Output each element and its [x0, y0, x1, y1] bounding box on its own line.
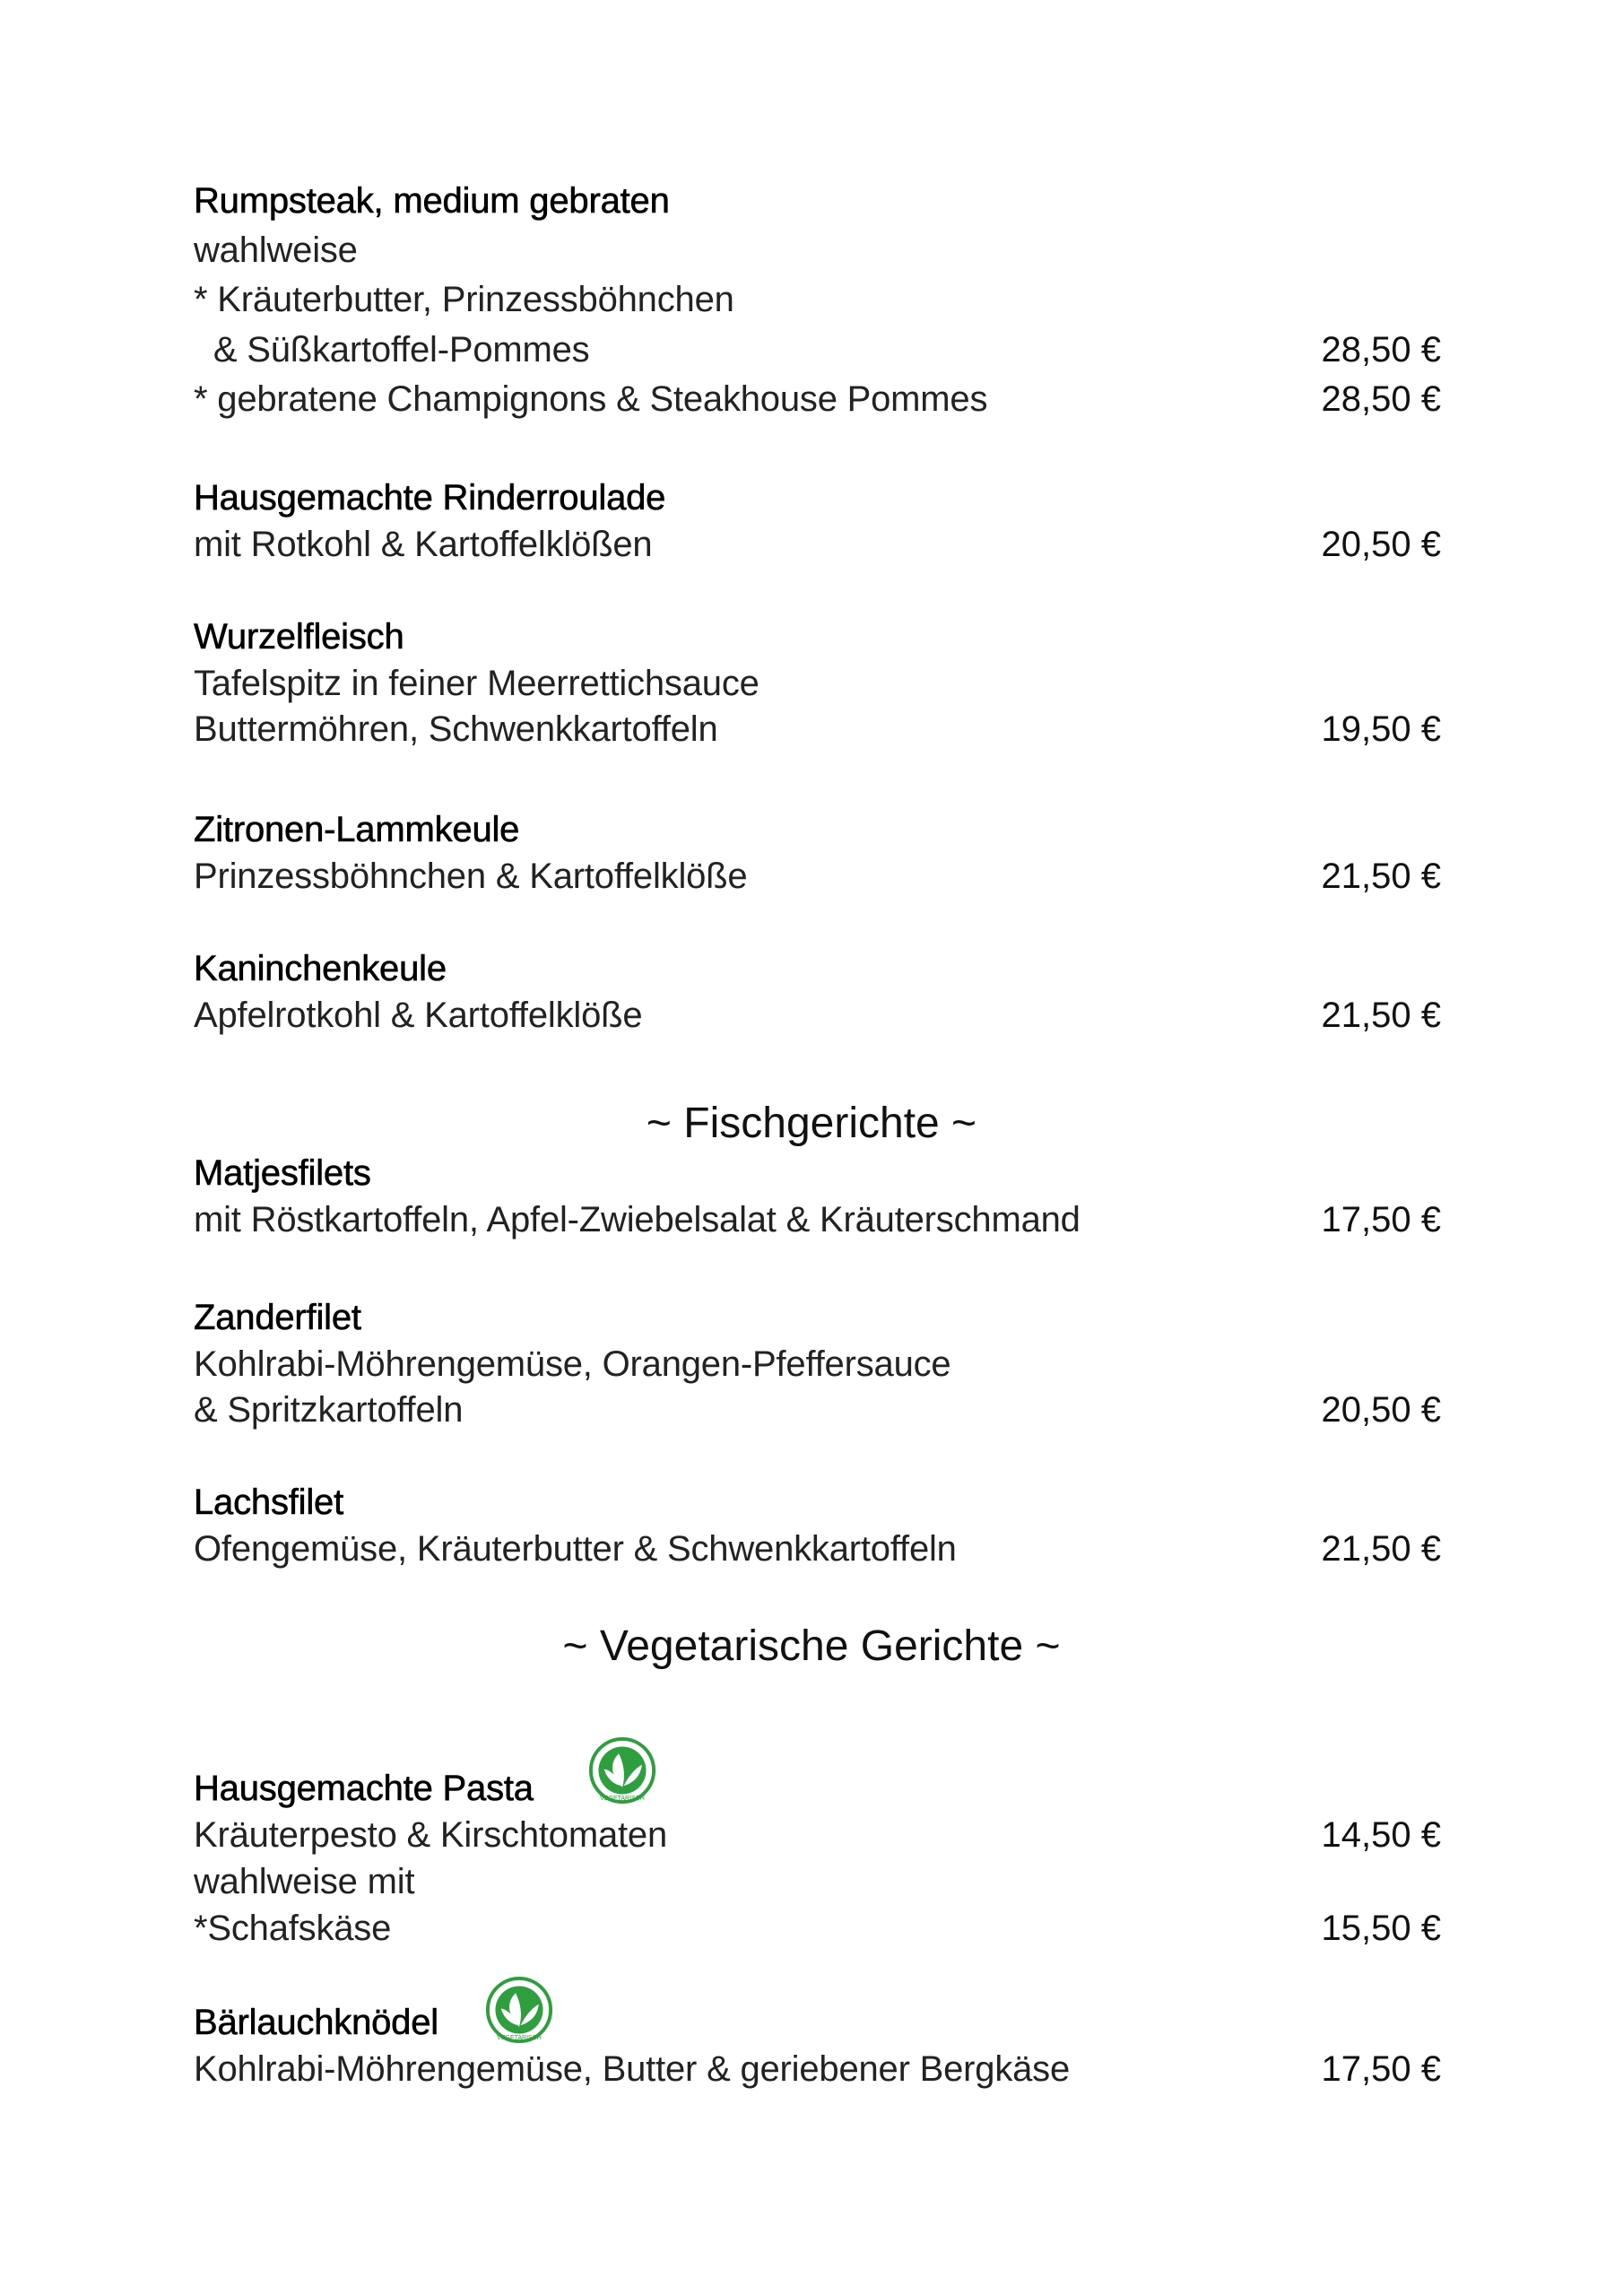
vegan-leaf-icon — [587, 1735, 657, 1805]
dish-title-matjes: Matjesfilets — [194, 1153, 371, 1193]
dish-description: Kräuterpesto & Kirschtomaten — [194, 1815, 667, 1855]
dish-option-line: * Kräuterbutter, Prinzessböhnchen — [194, 280, 734, 319]
section-heading-fisch: ~ Fischgerichte ~ — [646, 1100, 977, 1147]
dish-price: 14,50 € — [1321, 1815, 1441, 1855]
dish-price: 20,50 € — [1321, 1390, 1441, 1430]
dish-price: 21,50 € — [1321, 1529, 1441, 1569]
dish-price: 21,50 € — [1321, 857, 1441, 896]
dish-description: Tafelspitz in feiner Meerrettichsauce — [194, 664, 759, 703]
dish-title-wurzelfleisch: Wurzelfleisch — [194, 617, 404, 657]
dish-title-zander: Zanderfilet — [194, 1298, 361, 1337]
section-heading-vegetarisch: ~ Vegetarische Gerichte ~ — [562, 1622, 1061, 1670]
dish-title-lachs: Lachsfilet — [194, 1483, 343, 1522]
vegan-badge-text: VEGETARISCH — [600, 1795, 645, 1802]
dish-description: Prinzessböhnchen & Kartoffelklöße — [194, 857, 748, 896]
dish-title-rumpsteak: Rumpsteak, medium gebraten — [194, 181, 670, 221]
vegan-leaf-icon — [484, 1975, 554, 2045]
dish-price: 28,50 € — [1321, 379, 1441, 419]
dish-option-line: *Schafskäse — [194, 1909, 392, 1948]
dish-title-baerlauchknoedel: Bärlauchknödel — [194, 2003, 438, 2042]
dish-price: 15,50 € — [1321, 1909, 1441, 1948]
dish-price: 28,50 € — [1321, 330, 1441, 370]
dish-title-pasta: Hausgemachte Pasta — [194, 1769, 534, 1808]
dish-price: 20,50 € — [1321, 525, 1441, 564]
dish-option-line: * gebratene Champignons & Steakhouse Pommes — [194, 379, 988, 419]
dish-description: Ofengemüse, Kräuterbutter & Schwenkkartoffeln — [194, 1529, 957, 1569]
dish-description: Apfelrotkohl & Kartoffelklöße — [194, 996, 643, 1035]
dish-title-rinderroulade: Hausgemachte Rinderroulade — [194, 478, 666, 517]
dish-title-lammkeule: Zitronen-Lammkeule — [194, 810, 520, 849]
vegan-badge-text: VEGETARISCH — [497, 2034, 542, 2041]
dish-description: Kohlrabi-Möhrengemüse, Orangen-Pfeffersauce — [194, 1344, 951, 1384]
dish-description: mit Röstkartoffeln, Apfel-Zwiebelsalat & Kräuterschmand — [194, 1200, 1081, 1239]
dish-description: mit Rotkohl & Kartoffelklößen — [194, 525, 653, 564]
dish-option-line: & Süßkartoffel-Pommes — [194, 330, 590, 370]
dish-price: 19,50 € — [1321, 709, 1441, 749]
dish-description: Kohlrabi-Möhrengemüse, Butter & geriebener Bergkäse — [194, 2049, 1071, 2089]
dish-price: 17,50 € — [1321, 2049, 1441, 2089]
dish-title-kaninchenkeule: Kaninchenkeule — [194, 949, 447, 988]
dish-description: & Spritzkartoffeln — [194, 1390, 464, 1430]
dish-description: Buttermöhren, Schwenkkartoffeln — [194, 709, 718, 749]
dish-option-label: wahlweise — [194, 230, 358, 270]
dish-option-label: wahlweise mit — [194, 1862, 415, 1901]
dish-price: 17,50 € — [1321, 1200, 1441, 1239]
dish-price: 21,50 € — [1321, 996, 1441, 1035]
